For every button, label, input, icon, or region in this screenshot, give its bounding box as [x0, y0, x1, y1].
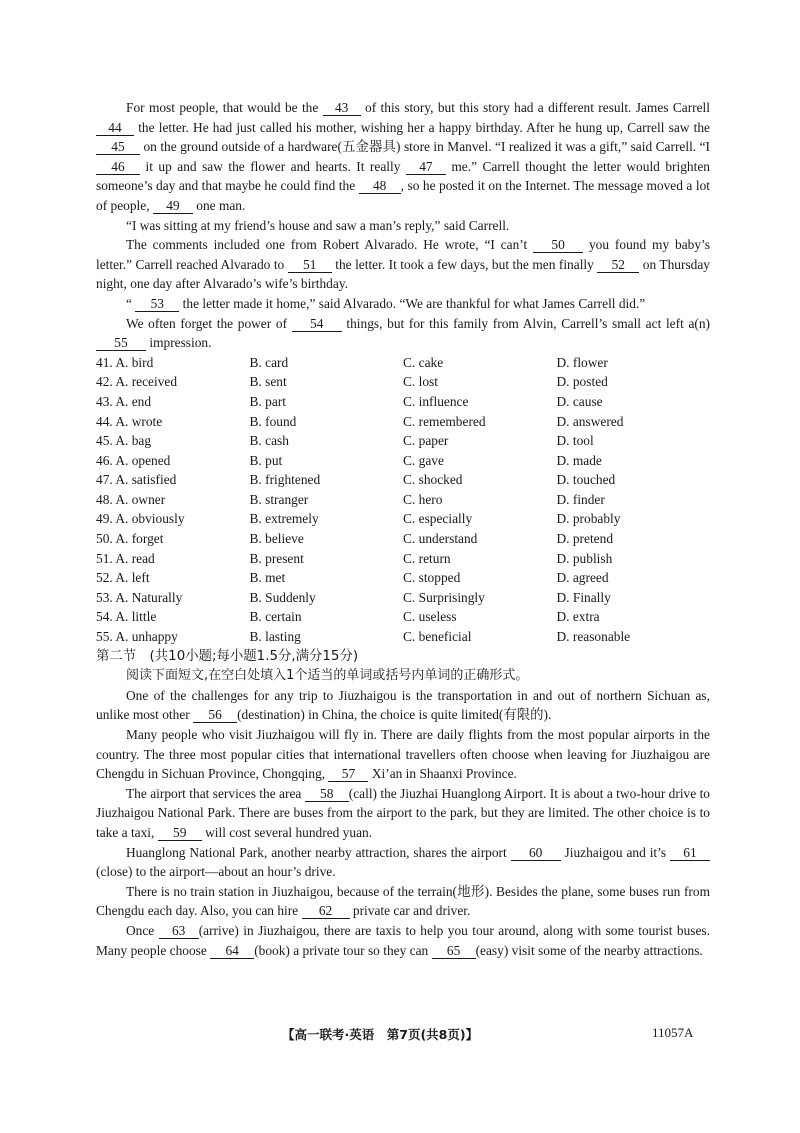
option-d: D. Finally [556, 589, 611, 605]
option-b: B. extremely [249, 511, 319, 527]
option-d: D. publish [556, 550, 613, 566]
text: For most people, that would be the [126, 100, 319, 115]
option-b: B. frightened [249, 472, 321, 488]
passage2-paragraph-4 [96, 843, 710, 882]
text: Huanglong National Park, another nearby attraction, shares the airport [126, 844, 507, 860]
page-footer [0, 1025, 800, 1049]
option-b: B. put [249, 452, 283, 468]
option-row [96, 470, 710, 490]
option-b: B. believe [249, 531, 304, 547]
option-c: C. paper [403, 433, 449, 449]
blank-46: 46 [96, 159, 140, 175]
text: (book) a private tour so they can [254, 942, 429, 958]
option-row [96, 509, 710, 529]
option-a: 49. A. obviously [96, 511, 185, 527]
text: (destination) in China, the choice is quite limited(有限的). [237, 707, 552, 723]
text: private car and driver. [352, 903, 471, 919]
option-row [96, 451, 710, 471]
text: (call) the Jiuzhai Huanglong Airport. It is about a two-hour drive to Jiuzhaigou National Park. There are buses from the airport to the park, but they are limited. The other choice is to take a taxi, [96, 785, 710, 840]
passage1-paragraph-4 [96, 294, 710, 314]
text: it up and saw the flower and hearts. It really [145, 158, 401, 174]
passage2-paragraph-2 [96, 725, 710, 784]
option-a: 44. A. wrote [96, 413, 163, 429]
option-b: B. certain [249, 609, 302, 625]
text: impression. [149, 335, 212, 351]
option-a: 43. A. end [96, 393, 152, 409]
option-row [96, 529, 710, 549]
text: on Thursday night, one day after Alvarado’s wife’s birthday. [96, 256, 710, 292]
text: Xi’an in Shaanxi Province. [371, 766, 517, 782]
option-d: D. answered [556, 413, 624, 429]
text: There is no train station in Jiuzhaigou, because of the terrain(地形). Besides the plane, some buses run from Chengdu each day. Also, you can hire [96, 883, 710, 919]
option-d: D. extra [556, 609, 600, 625]
blank-50: 50 [533, 237, 583, 253]
option-c: C. stopped [403, 570, 461, 586]
text: the letter made it home,” said Alvarado. “We are thankful for what James Carrell did.” [182, 295, 646, 311]
option-c: C. lost [403, 374, 438, 390]
option-c: C. hero [403, 491, 443, 507]
blank-62: 62 [302, 903, 350, 919]
text: me.” Carrell thought the letter would brighten someone’s day and that maybe he could find the [96, 158, 710, 194]
text: Many people who visit Jiuzhaigou will fly in. There are daily flights from the most popular airports in the country. The three most popular cities that international travellers often choose when leaving for Jiuzhaigou are Chengdu in Sichuan Province, Chongqing, [96, 727, 710, 782]
option-row [96, 549, 710, 569]
text: Jiuzhaigou and it’s [564, 844, 667, 860]
option-row [96, 372, 710, 392]
option-a: 45. A. bag [96, 433, 152, 449]
option-row [96, 588, 710, 608]
text: you found my baby’s letter.” Carrell reached Alvarado to [96, 237, 710, 272]
option-row [96, 627, 710, 647]
option-c: C. especially [403, 511, 473, 527]
option-d: D. cause [556, 393, 603, 409]
option-c: C. influence [403, 393, 469, 409]
option-c: C. shocked [403, 472, 463, 488]
section-heading: 第二节 (共10小题;每小题1.5分,满分15分) [96, 648, 359, 664]
text: “ [126, 295, 132, 311]
option-b: B. lasting [249, 629, 301, 645]
blank-63: 63 [159, 923, 199, 939]
option-d: D. agreed [556, 570, 609, 586]
option-b: B. met [249, 570, 286, 586]
blank-56: 56 [193, 707, 237, 723]
blank-54: 54 [292, 316, 342, 332]
passage1-paragraph-2: “I was sitting at my friend’s house and saw a man’s reply,” said Carrell. [126, 217, 510, 233]
option-a: 53. A. Naturally [96, 589, 183, 605]
text: (close) to the airport—about an hour’s drive. [96, 864, 336, 880]
options-list [96, 353, 710, 647]
blank-47: 47 [406, 159, 446, 175]
text: things, but for this family from Alvin, Carrell’s small act left a(n) [346, 315, 711, 331]
option-c: C. beneficial [403, 629, 472, 645]
option-row [96, 412, 710, 432]
option-a: 48. A. owner [96, 491, 166, 507]
passage2-paragraph-1 [96, 686, 710, 725]
option-c: C. return [403, 550, 451, 566]
footer-code: 11057A [652, 1025, 694, 1040]
option-b: B. stranger [249, 491, 309, 507]
option-c: C. gave [403, 452, 444, 468]
option-row [96, 607, 710, 627]
option-a: 55. A. unhappy [96, 629, 178, 645]
option-d: D. tool [556, 433, 594, 449]
option-b: B. present [249, 550, 304, 566]
blank-49: 49 [153, 198, 193, 214]
option-b: B. card [249, 354, 289, 370]
text: of this story, but this story had a different result. James Carrell [365, 100, 710, 115]
option-d: D. reasonable [556, 629, 631, 645]
option-a: 50. A. forget [96, 531, 164, 547]
option-a: 42. A. received [96, 374, 178, 390]
blank-65: 65 [432, 943, 476, 959]
option-d: D. touched [556, 472, 616, 488]
blank-43: 43 [323, 100, 361, 116]
option-a: 41. A. bird [96, 354, 154, 370]
blank-52: 52 [597, 257, 639, 273]
blank-48: 48 [359, 178, 401, 194]
text: will cost several hundred yuan. [205, 824, 373, 840]
text: on the ground outside of a hardware(五金器具) store in Manvel. “I realized it was a gift,” said Carrell. “I [143, 139, 710, 155]
option-c: C. cake [403, 354, 444, 370]
option-a: 51. A. read [96, 550, 155, 566]
option-d: D. finder [556, 491, 605, 507]
option-c: C. understand [403, 531, 478, 547]
text: (easy) visit some of the nearby attractions. [475, 942, 703, 958]
option-b: B. cash [249, 433, 289, 449]
blank-45: 45 [96, 139, 140, 155]
option-b: B. part [249, 393, 286, 409]
option-row [96, 568, 710, 588]
option-row [96, 490, 710, 510]
option-d: D. flower [556, 354, 608, 370]
text: We often forget the power of [126, 315, 288, 331]
option-c: C. Surprisingly [403, 589, 485, 605]
passage2-paragraph-5 [96, 882, 710, 921]
blank-58: 58 [305, 786, 349, 802]
option-d: D. pretend [556, 531, 614, 547]
text: The airport that services the area [126, 785, 302, 801]
passage2-paragraph-6 [96, 921, 710, 960]
blank-61: 61 [670, 845, 710, 861]
option-row [96, 392, 710, 412]
option-row [96, 353, 710, 373]
blank-59: 59 [158, 825, 202, 841]
blank-51: 51 [288, 257, 332, 273]
passage2-paragraph-3 [96, 784, 710, 843]
text: the letter. He had just called his mother, wishing her a happy birthday. After he hung up, Carrell saw the [138, 119, 710, 135]
option-a: 52. A. left [96, 570, 150, 586]
option-b: B. sent [249, 374, 287, 390]
option-a: 54. A. little [96, 609, 157, 625]
option-a: 46. A. opened [96, 452, 171, 468]
text: The comments included one from Robert Alvarado. He wrote, “I can’t [126, 237, 528, 253]
option-b: B. Suddenly [249, 589, 316, 605]
text: (arrive) in Jiuzhaigou, there are taxis to help you tour around, along with some tourist buses. Many people choose [96, 922, 710, 958]
blank-44: 44 [96, 120, 134, 136]
blank-57: 57 [328, 766, 368, 782]
text: Once [126, 922, 155, 938]
blank-64: 64 [210, 943, 254, 959]
passage1-paragraph-3 [96, 235, 710, 294]
option-d: D. made [556, 452, 602, 468]
option-c: C. remembered [403, 413, 486, 429]
option-row [96, 431, 710, 451]
text: , so he posted it on the Internet. The message moved a lot of people, [96, 178, 710, 213]
section-instruction: 阅读下面短文,在空白处填入1个适当的单词或括号内单词的正确形式。 [126, 668, 529, 684]
passage1-paragraph-1 [96, 98, 710, 216]
option-c: C. useless [403, 609, 457, 625]
text: one man. [196, 197, 246, 213]
option-d: D. probably [556, 511, 621, 527]
exam-page [96, 98, 710, 960]
blank-60: 60 [511, 845, 561, 861]
option-d: D. posted [556, 374, 608, 390]
passage1-paragraph-5 [96, 314, 710, 353]
footer-page-info: 【高一联考·英语 第7页(共8页)】 [282, 1027, 479, 1042]
text: One of the challenges for any trip to Jiuzhaigou is the transportation in and out of northern Sichuan as, unlike most other [96, 687, 710, 723]
option-a: 47. A. satisfied [96, 472, 177, 488]
text: the letter. It took a few days, but the men finally [335, 256, 594, 272]
blank-55: 55 [96, 335, 146, 351]
option-b: B. found [249, 413, 297, 429]
blank-53: 53 [135, 296, 179, 312]
